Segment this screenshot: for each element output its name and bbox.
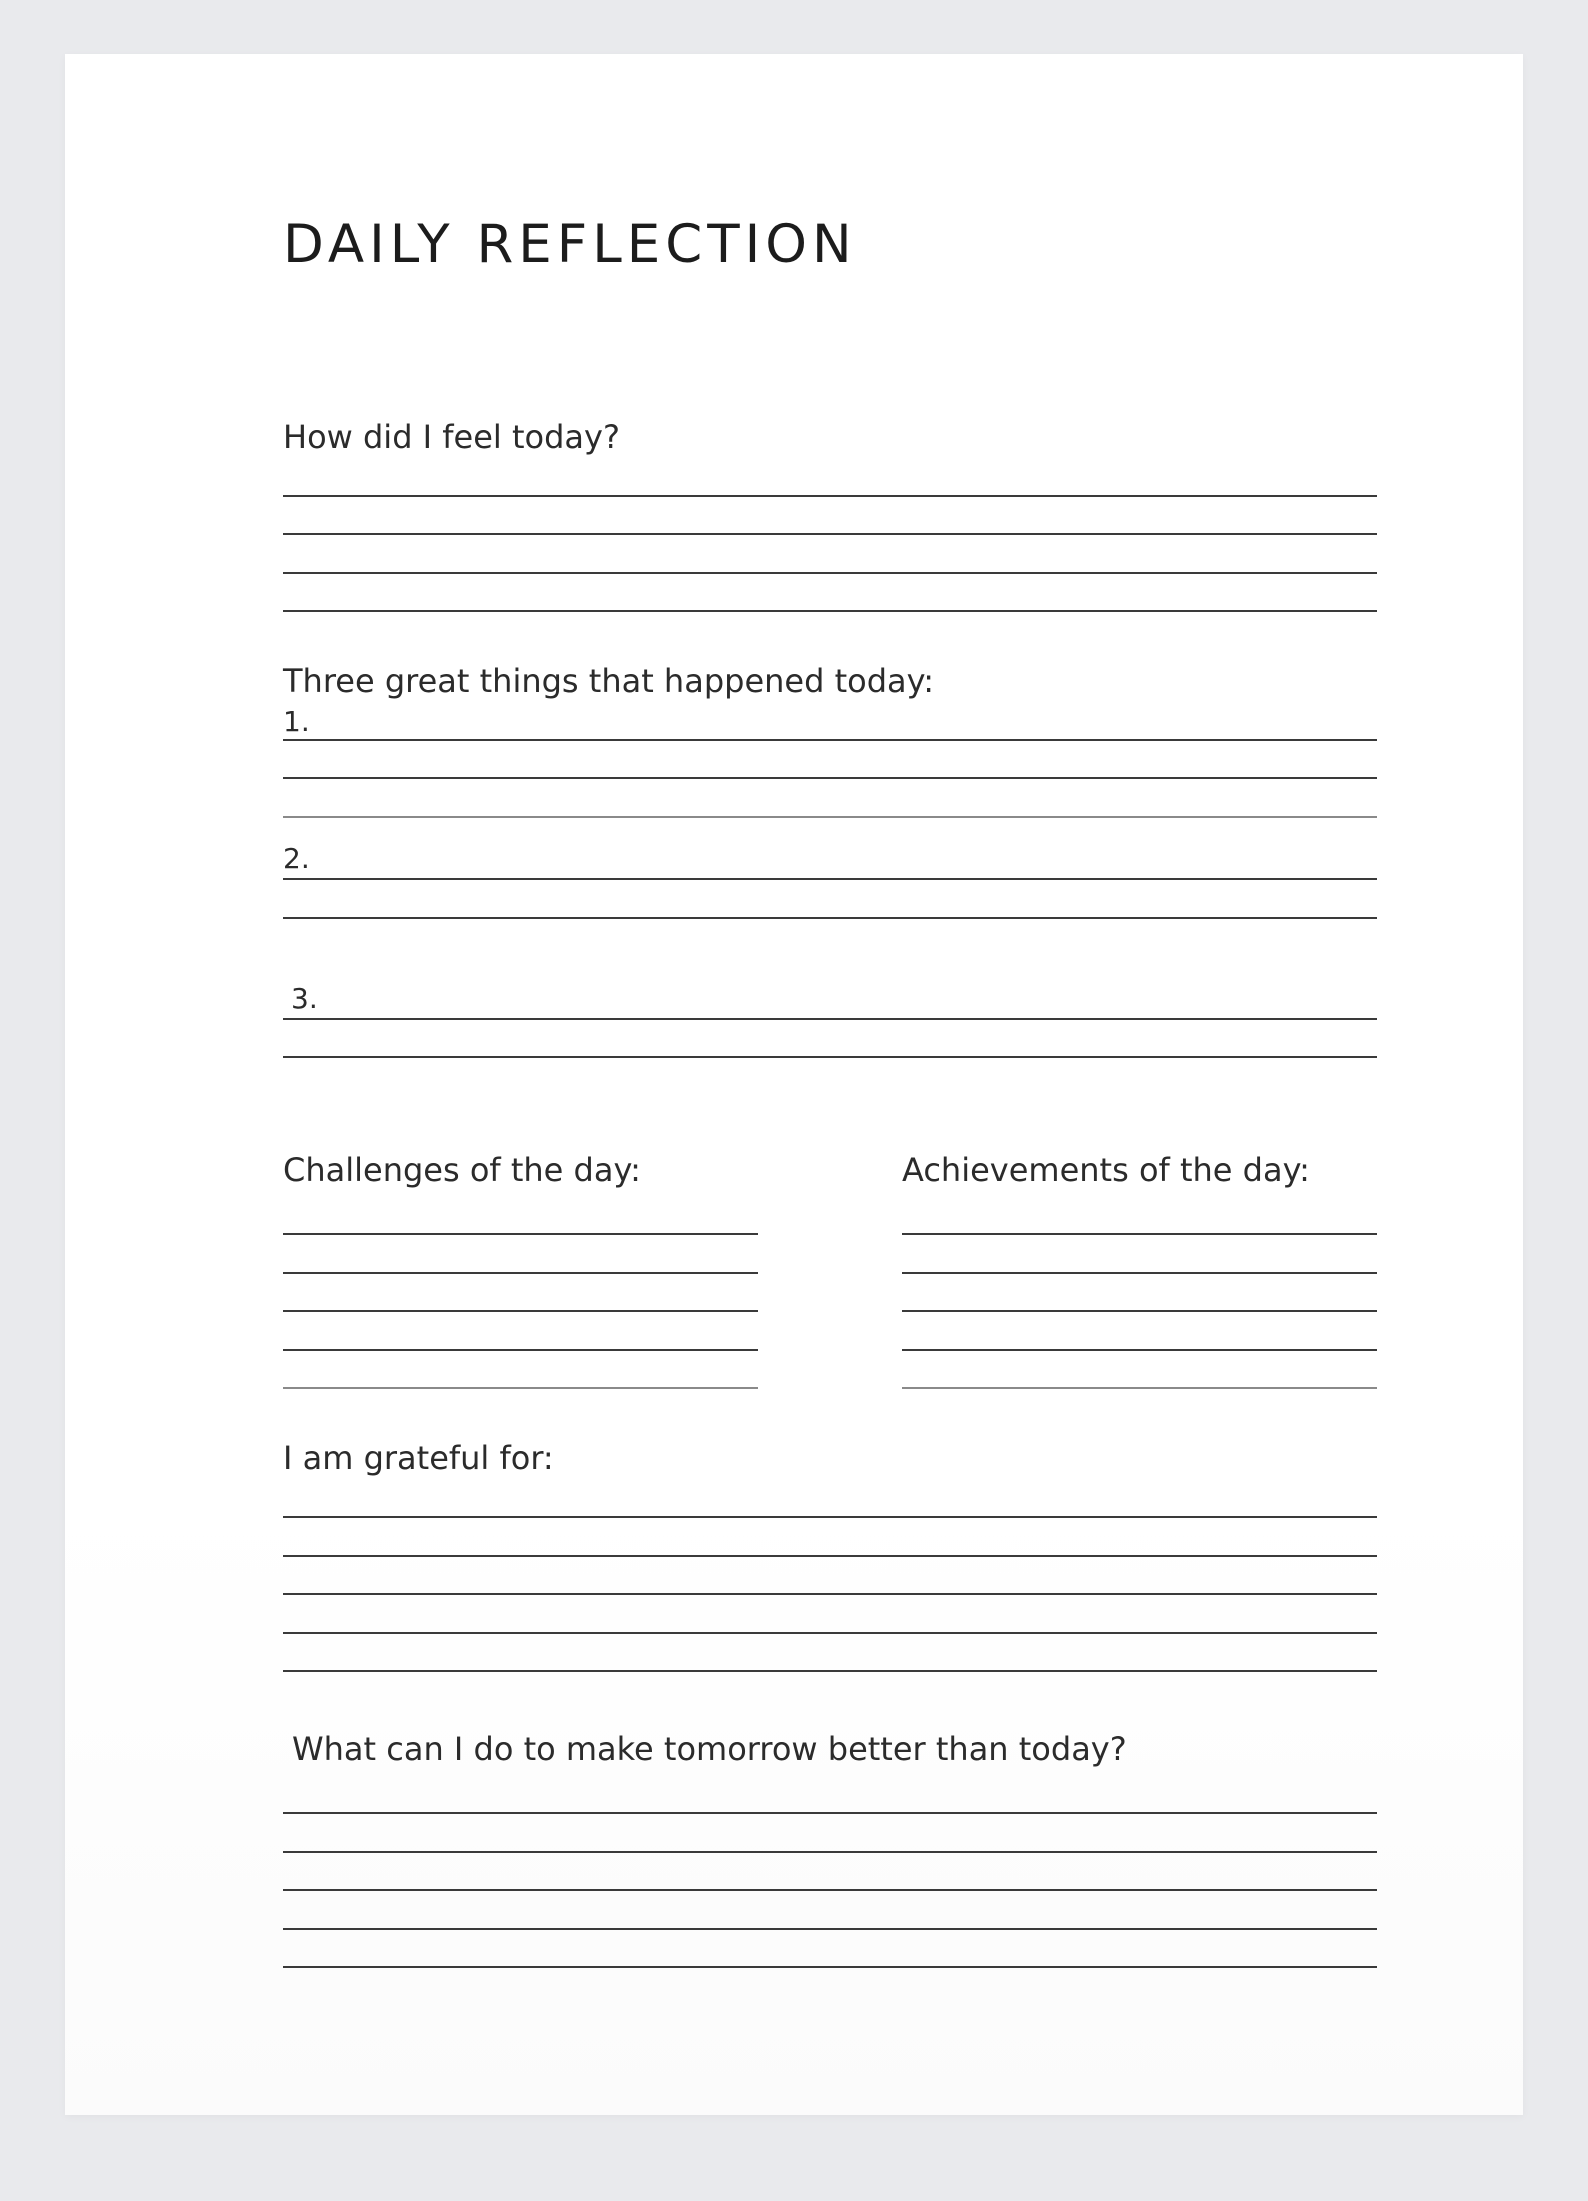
great-thing-1-line[interactable]	[283, 739, 1377, 741]
challenges-heading: Challenges of the day:	[283, 1151, 641, 1189]
challenges-line[interactable]	[283, 1272, 758, 1274]
challenges-line[interactable]	[283, 1310, 758, 1312]
tomorrow-line[interactable]	[283, 1889, 1377, 1891]
great-thing-1-line[interactable]	[283, 816, 1377, 818]
great-things-heading: Three great things that happened today:	[283, 662, 935, 700]
tomorrow-heading: What can I do to make tomorrow better than today?	[292, 1730, 1127, 1768]
worksheet-page	[65, 54, 1523, 2115]
feel-writing-line[interactable]	[283, 495, 1377, 497]
great-thing-number-2: 2.	[283, 842, 310, 875]
great-thing-number-1: 1.	[283, 705, 310, 738]
grateful-line[interactable]	[283, 1670, 1377, 1672]
feel-writing-line[interactable]	[283, 572, 1377, 574]
tomorrow-line[interactable]	[283, 1966, 1377, 1968]
achievements-line[interactable]	[902, 1272, 1377, 1274]
grateful-heading: I am grateful for:	[283, 1439, 554, 1477]
challenges-line[interactable]	[283, 1349, 758, 1351]
great-thing-3-line[interactable]	[283, 1018, 1377, 1020]
achievements-heading: Achievements of the day:	[902, 1151, 1310, 1189]
achievements-line[interactable]	[902, 1349, 1377, 1351]
achievements-line[interactable]	[902, 1310, 1377, 1312]
great-thing-2-line[interactable]	[283, 878, 1377, 880]
feel-writing-line[interactable]	[283, 533, 1377, 535]
challenges-line[interactable]	[283, 1387, 758, 1389]
achievements-line[interactable]	[902, 1387, 1377, 1389]
tomorrow-line[interactable]	[283, 1928, 1377, 1930]
page-title: DAILY REFLECTION	[283, 214, 857, 275]
tomorrow-line[interactable]	[283, 1851, 1377, 1853]
feel-heading: How did I feel today?	[283, 418, 620, 456]
great-thing-3-line[interactable]	[283, 1056, 1377, 1058]
grateful-line[interactable]	[283, 1516, 1377, 1518]
great-thing-number-3: 3.	[291, 982, 318, 1015]
great-thing-2-line[interactable]	[283, 917, 1377, 919]
tomorrow-line[interactable]	[283, 1812, 1377, 1814]
great-thing-1-line[interactable]	[283, 777, 1377, 779]
achievements-line[interactable]	[902, 1233, 1377, 1235]
feel-writing-line[interactable]	[283, 610, 1377, 612]
challenges-line[interactable]	[283, 1233, 758, 1235]
grateful-line[interactable]	[283, 1632, 1377, 1634]
grateful-line[interactable]	[283, 1593, 1377, 1595]
grateful-line[interactable]	[283, 1555, 1377, 1557]
